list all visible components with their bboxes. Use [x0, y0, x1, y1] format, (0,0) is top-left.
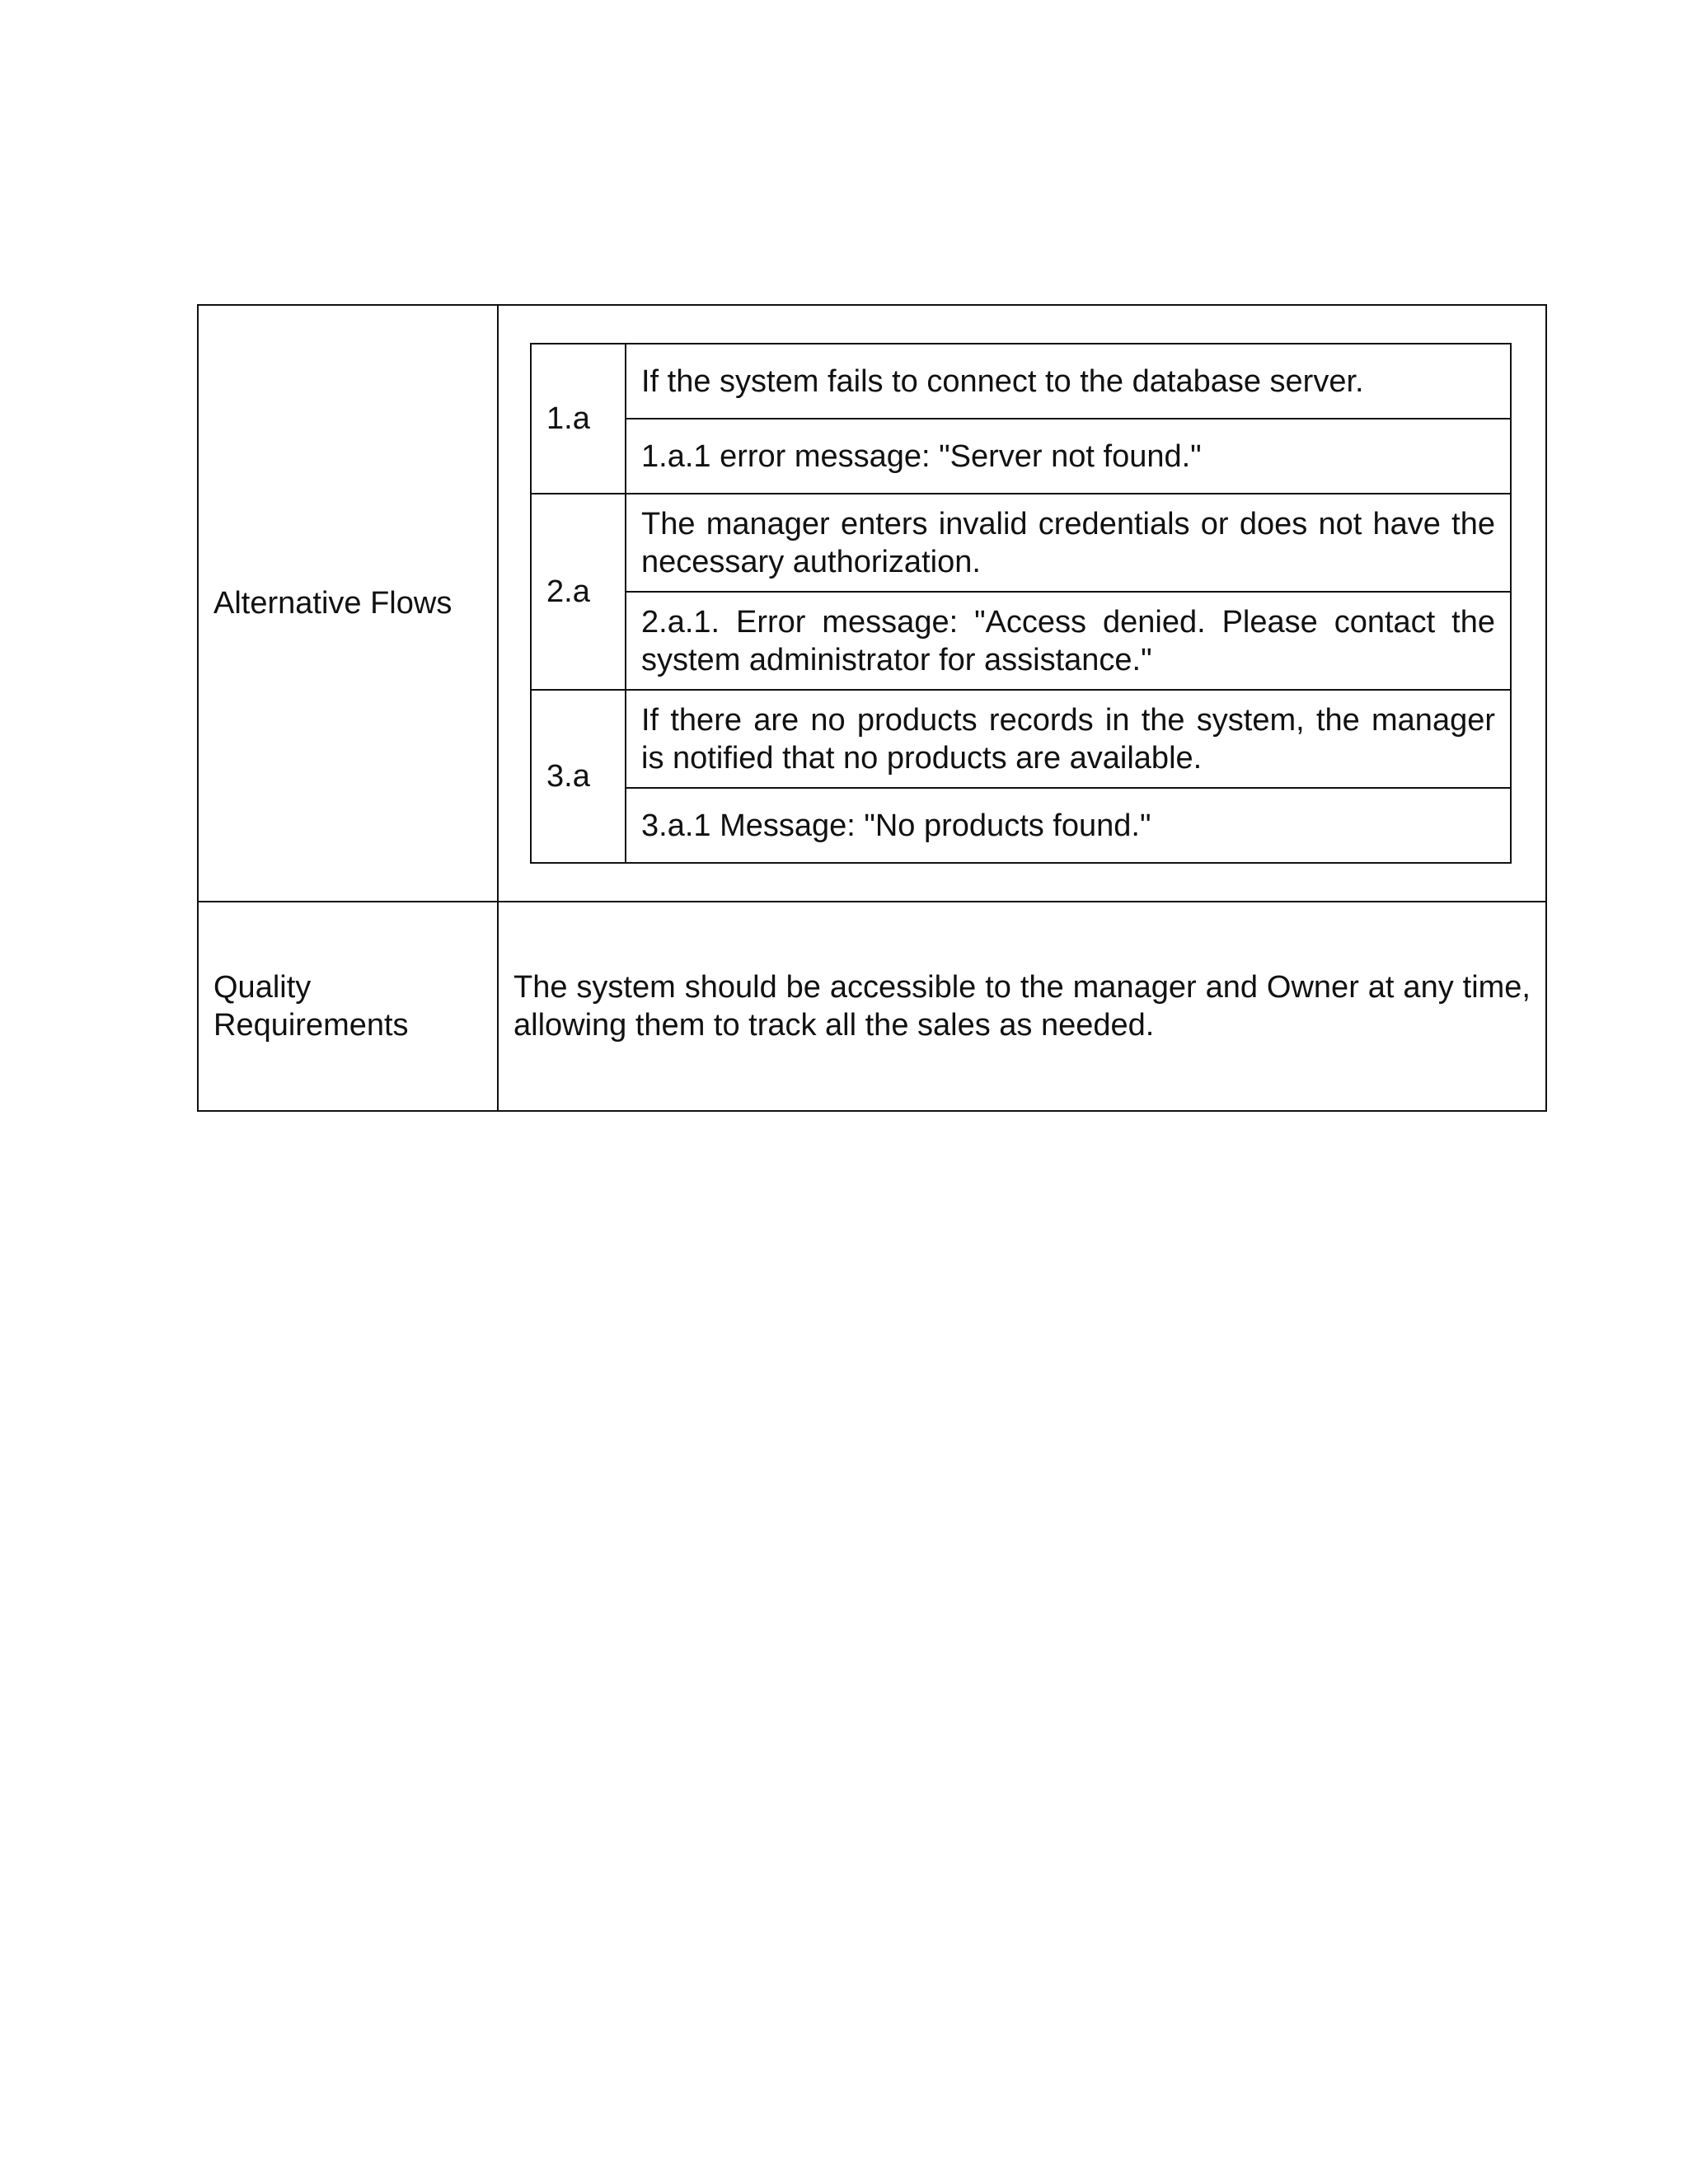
flow-row [531, 494, 1511, 592]
flow-id: 2.a [531, 494, 626, 690]
alternative-flows-subtable [530, 343, 1512, 864]
quality-requirements-label-line2: Requirements [213, 1008, 409, 1043]
quality-requirements-row [198, 902, 1546, 1111]
flow-response: 1.a.1 error message: "Server not found." [626, 419, 1511, 494]
flow-id: 1.a [531, 344, 626, 494]
flow-row [531, 592, 1511, 690]
flow-condition: If the system fails to connect to the database server. [626, 344, 1511, 419]
flow-row [531, 788, 1511, 863]
alternative-flows-content [498, 305, 1546, 902]
alternative-flows-label [198, 305, 498, 902]
flow-row [531, 344, 1511, 419]
flow-response: 2.a.1. Error message: "Access denied. Please contact the system administrator for assistance." [626, 592, 1511, 690]
alternative-flows-label-text: Alternative Flows [213, 586, 452, 621]
quality-requirements-label [198, 902, 498, 1111]
flow-id: 3.a [531, 690, 626, 863]
quality-requirements-text: The system should be accessible to the manager and Owner at any time, allowing them to track all the sales as needed. [498, 902, 1546, 1111]
use-case-table [197, 304, 1547, 1112]
flow-condition: If there are no products records in the system, the manager is notified that no products are available. [626, 690, 1511, 788]
flow-response: 3.a.1 Message: "No products found." [626, 788, 1511, 863]
flow-row [531, 690, 1511, 788]
quality-requirements-label-line1: Quality [213, 970, 312, 1005]
alternative-flows-row [198, 305, 1546, 902]
flow-row [531, 419, 1511, 494]
flow-condition: The manager enters invalid credentials or does not have the necessary authorization. [626, 494, 1511, 592]
